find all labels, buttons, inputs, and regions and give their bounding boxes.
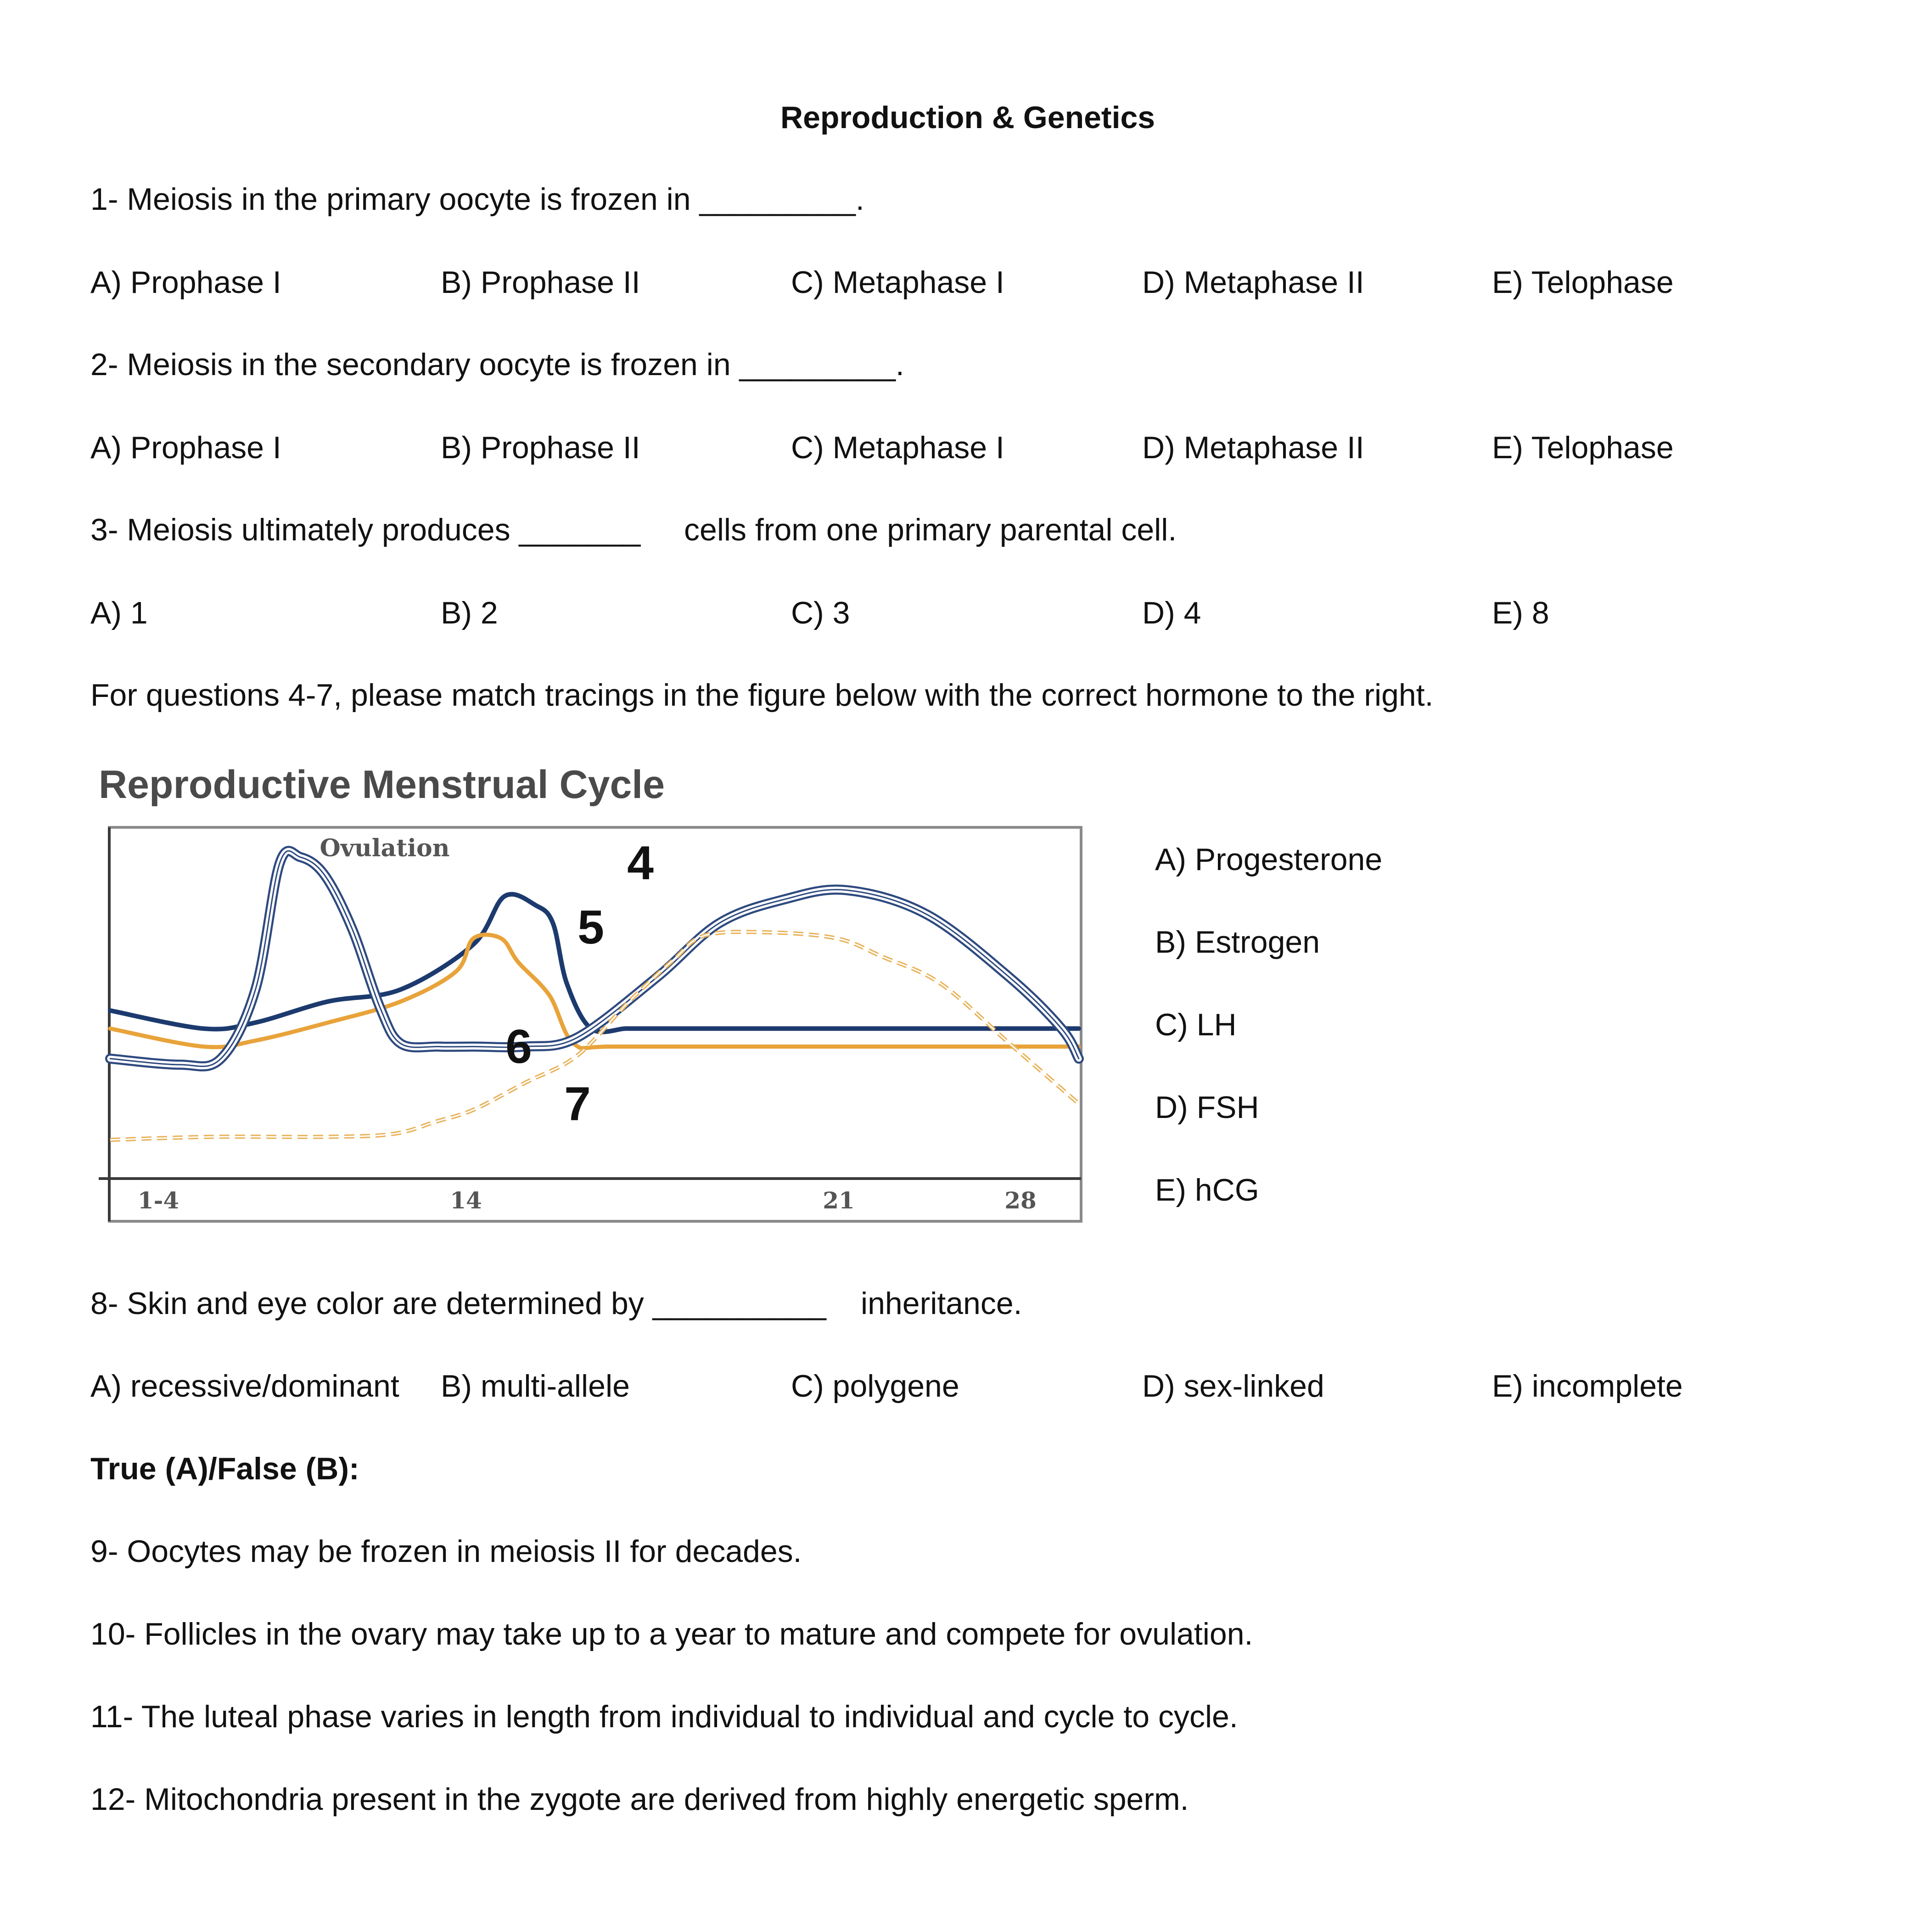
page-title: Reproduction & Genetics	[780, 100, 1155, 135]
question-2-text: 2- Meiosis in the secondary oocyte is frozen in _________.	[90, 347, 904, 382]
hormone-chart	[94, 762, 1095, 1235]
x-tick-label: 1-4	[137, 1187, 179, 1214]
x-tick-label: 28	[1004, 1187, 1037, 1214]
q8-option-d: D) sex-linked	[1142, 1369, 1324, 1404]
hormone-choice-d: D) FSH	[1155, 1090, 1259, 1125]
q2-option-e: E) Telophase	[1492, 430, 1674, 465]
tracing-label-7: 7	[564, 1078, 591, 1131]
q3-option-d: D) 4	[1142, 595, 1201, 630]
q3-option-a: A) 1	[90, 595, 148, 630]
q8-option-e: E) incomplete	[1492, 1369, 1683, 1404]
q1-option-e: E) Telophase	[1492, 265, 1674, 300]
question-8-text: 8- Skin and eye color are determined by __________	[90, 1286, 826, 1321]
q3-option-c: C) 3	[791, 595, 850, 630]
tracing-label-6: 6	[505, 1020, 532, 1073]
tracing-label-4: 4	[627, 837, 654, 890]
question-3-text: 3- Meiosis ultimately produces _______	[90, 512, 641, 547]
ovulation-annotation: Ovulation	[320, 834, 450, 862]
hormone-choice-c: C) LH	[1155, 1007, 1237, 1042]
q1-option-c: C) Metaphase I	[791, 265, 1004, 300]
chart-title: Reproductive Menstrual Cycle	[99, 763, 665, 807]
question-3-text-continued: cells from one primary parental cell.	[684, 512, 1177, 547]
question-10-text: 10- Follicles in the ovary may take up to a year to mature and compete for ovulation.	[90, 1617, 1253, 1651]
question-1-text: 1- Meiosis in the primary oocyte is frozen in _________.	[90, 182, 864, 217]
hormone-choice-e: E) hCG	[1155, 1173, 1259, 1208]
question-11-text: 11- The luteal phase varies in length from individual to individual and cycle to cycle.	[90, 1699, 1238, 1734]
q1-option-a: A) Prophase I	[90, 265, 281, 300]
q8-option-b: B) multi-allele	[441, 1369, 630, 1404]
q8-option-c: C) polygene	[791, 1369, 959, 1404]
q2-option-d: D) Metaphase II	[1142, 430, 1364, 465]
matching-instructions: For questions 4-7, please match tracings in the figure below with the correct hormone to the right.	[90, 678, 1434, 713]
q3-option-e: E) 8	[1492, 595, 1549, 630]
q2-option-b: B) Prophase II	[441, 430, 640, 465]
q1-option-d: D) Metaphase II	[1142, 265, 1364, 300]
question-12-text: 12- Mitochondria present in the zygote are derived from highly energetic sperm.	[90, 1782, 1189, 1817]
q1-option-b: B) Prophase II	[441, 265, 640, 300]
x-tick-label: 21	[823, 1187, 855, 1214]
q3-option-b: B) 2	[441, 595, 498, 630]
question-9-text: 9- Oocytes may be frozen in meiosis II for decades.	[90, 1534, 802, 1569]
q2-option-a: A) Prophase I	[90, 430, 281, 465]
menstrual-cycle-figure	[94, 762, 1095, 1235]
tracing-label-5: 5	[577, 901, 604, 954]
q2-option-c: C) Metaphase I	[791, 430, 1004, 465]
question-8-text-continued: inheritance.	[861, 1286, 1022, 1321]
x-tick-label: 14	[450, 1187, 482, 1214]
hormone-choice-a: A) Progesterone	[1155, 842, 1383, 877]
hormone-choice-b: B) Estrogen	[1155, 925, 1320, 960]
true-false-header: True (A)/False (B):	[90, 1451, 359, 1486]
q8-option-a: A) recessive/dominant	[90, 1369, 399, 1404]
